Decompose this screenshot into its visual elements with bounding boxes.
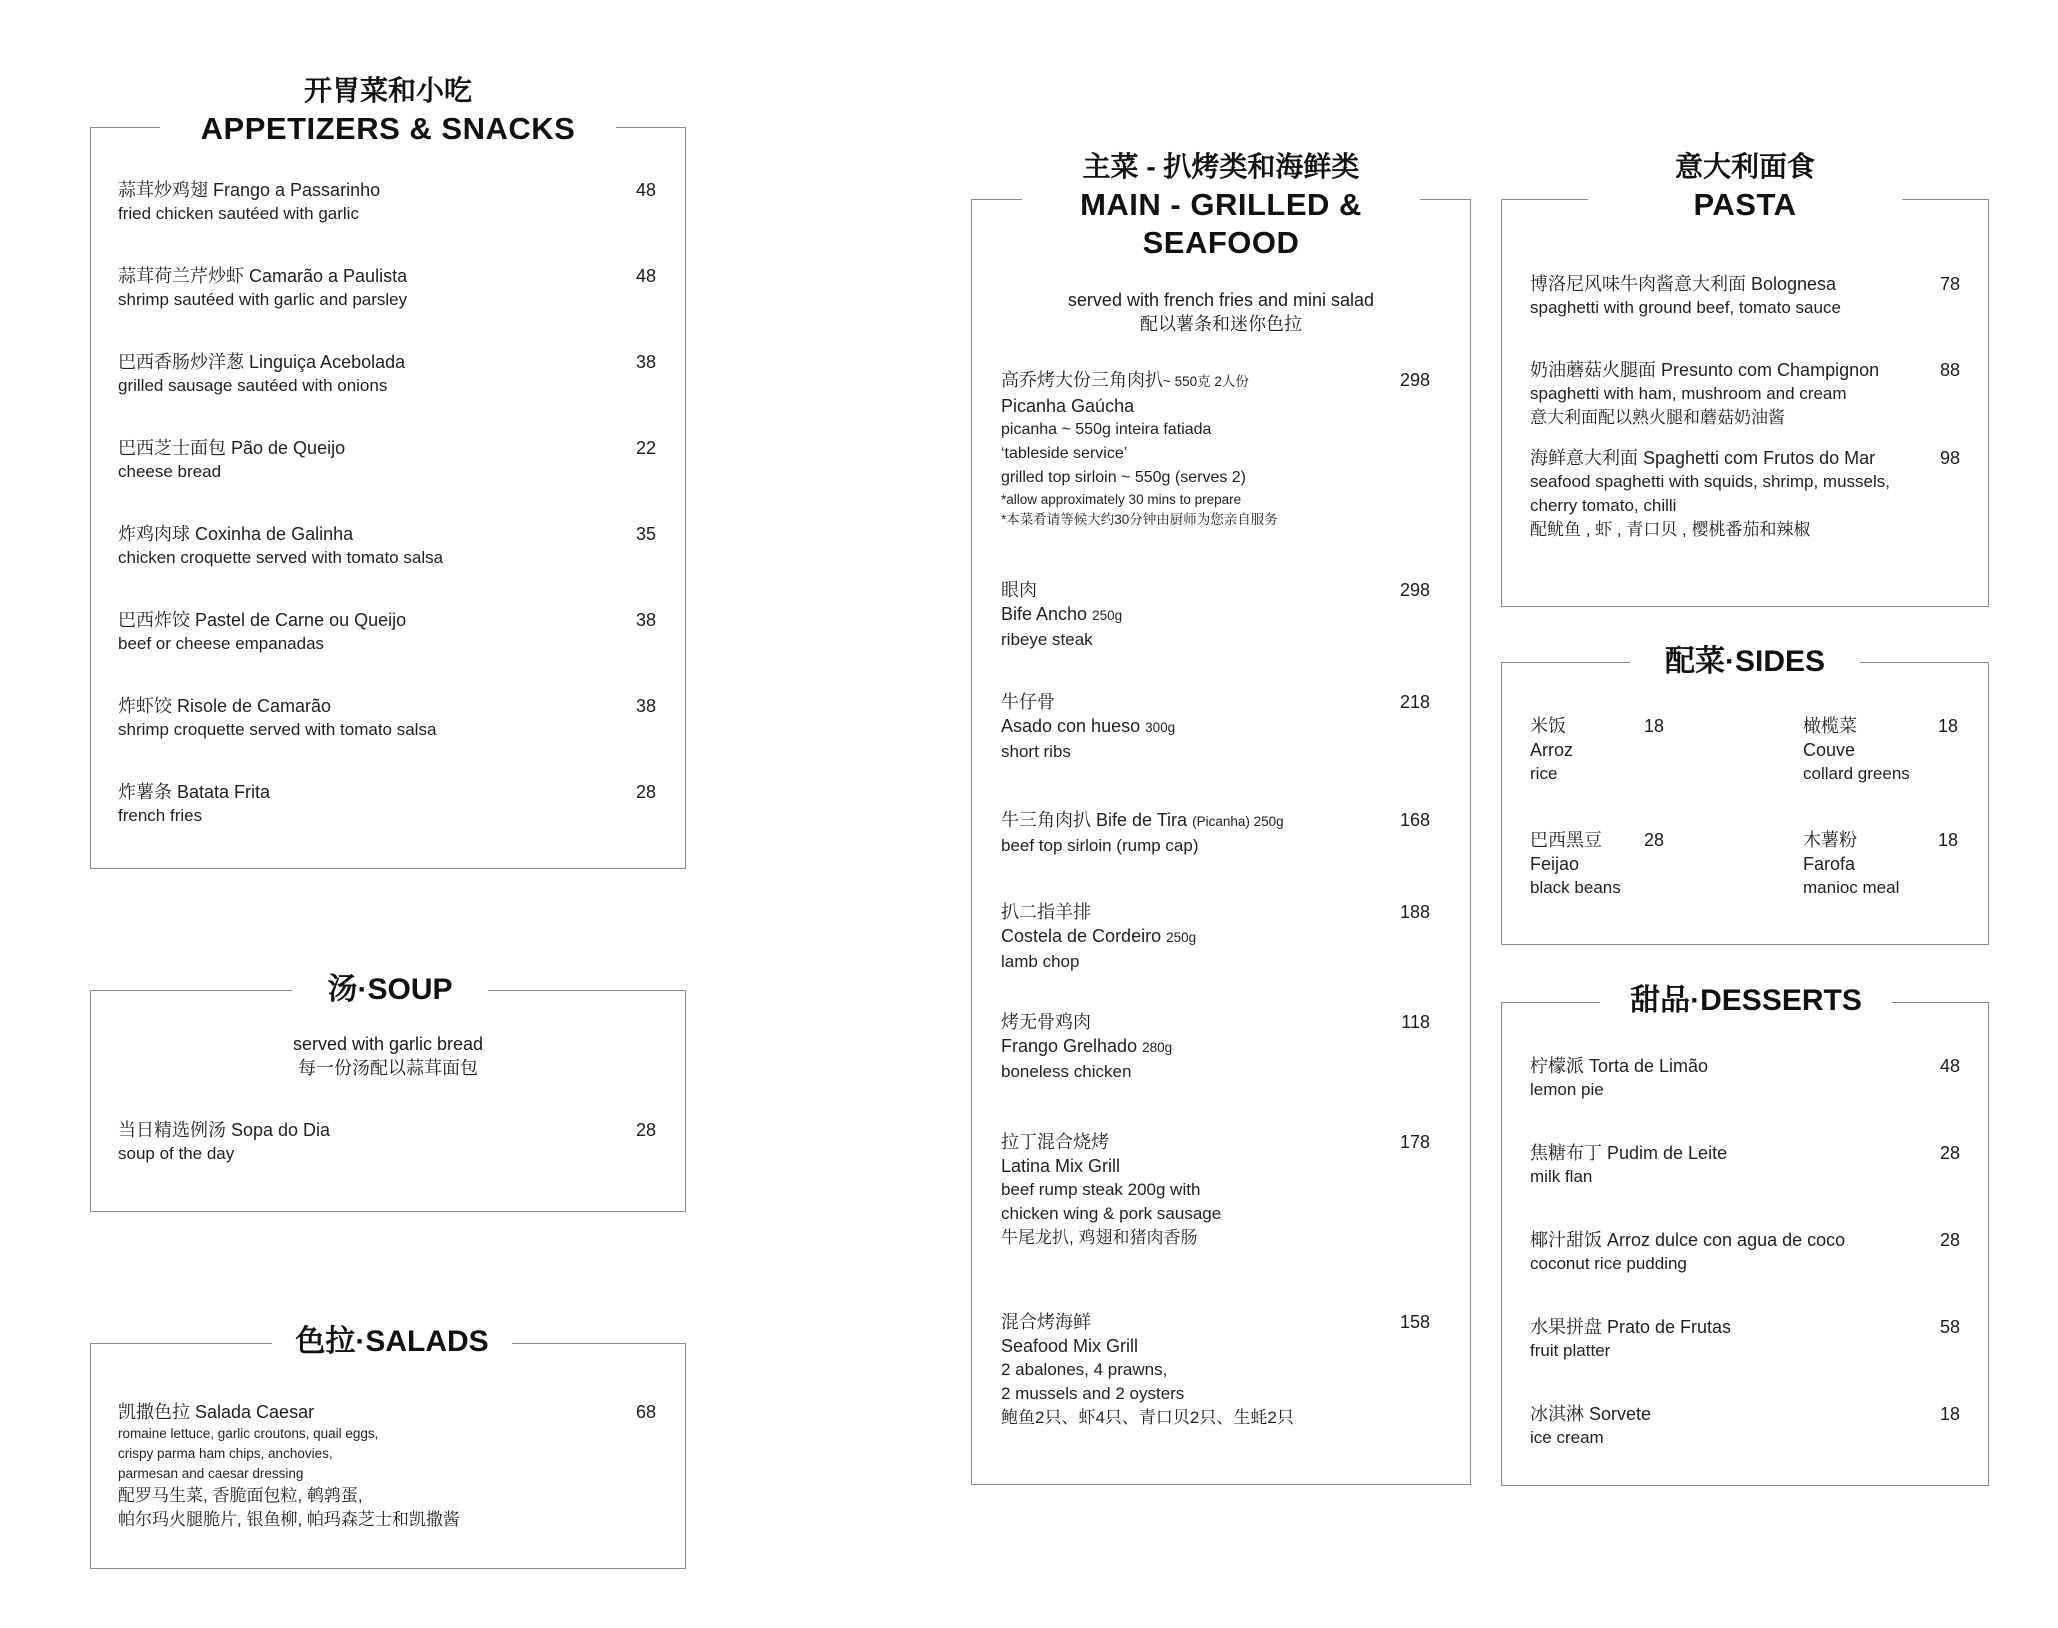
- item-name: 椰汁甜饭 Arroz dulce con agua de coco: [1530, 1230, 1846, 1250]
- item-name-zh: 牛三角肉扒: [1001, 810, 1091, 830]
- item-desc: grilled top sirloin ~ 550g (serves 2): [1001, 469, 1247, 486]
- pasta-title-en: PASTA: [1693, 187, 1797, 222]
- appetizer-item: [118, 264, 407, 312]
- item-name-zh: 巴西黑豆: [1530, 830, 1602, 850]
- item-price: 18: [1643, 716, 1664, 736]
- item-name: 当日精选例汤 Sopa do Dia: [118, 1120, 331, 1140]
- item-name: 蒜茸荷兰芹炒虾 Camarão a Paulista: [118, 266, 408, 286]
- item-price: 98: [1939, 448, 1960, 468]
- item-desc: beef rump steak 200g with: [1001, 1180, 1201, 1199]
- item-name: 巴西炸饺 Pastel de Carne ou Queijo: [118, 610, 407, 630]
- soup-heading: 汤·SOUP: [292, 970, 488, 1010]
- item-price: 38: [635, 352, 656, 372]
- item-desc-zh: 帕尔玛火腿脆片, 银鱼柳, 帕玛森芝士和凯撒酱: [118, 1510, 460, 1529]
- item-price: 28: [1939, 1143, 1960, 1163]
- item-name: Seafood Mix Grill: [1001, 1336, 1139, 1356]
- item-price: 188: [1399, 902, 1430, 922]
- main-title-zh: 主菜 - 扒烤类和海鲜类: [1082, 151, 1360, 182]
- appetizers-title-zh: 开胃菜和小吃: [303, 75, 472, 106]
- item-name: 柠檬派 Torta de Limão: [1530, 1056, 1709, 1076]
- item-price: 158: [1399, 1312, 1430, 1332]
- item-name-zh: 烤无骨鸡肉: [1001, 1012, 1091, 1032]
- appetizers-heading: [160, 72, 616, 148]
- item-weight: ~ 550克 2人份: [1163, 374, 1249, 389]
- item-desc-zh: 配鱿鱼 , 虾 , 青口贝 , 樱桃番茄和辣椒: [1530, 520, 1811, 539]
- appetizer-item: [118, 694, 436, 742]
- item-price: 18: [1937, 830, 1958, 850]
- item-name: Costela de Cordeiro: [1001, 926, 1162, 946]
- pasta-item: [1530, 358, 1879, 430]
- item-price: 38: [635, 696, 656, 716]
- item-desc: grilled sausage sautéed with onions: [118, 376, 388, 395]
- item-desc: short ribs: [1001, 742, 1071, 761]
- item-desc: parmesan and caesar dressing: [118, 1466, 304, 1481]
- appetizer-item: [118, 436, 345, 484]
- item-note: *本菜肴请等候大约30分钟由厨师为您亲自服务: [1001, 512, 1278, 527]
- served-en: served with garlic bread: [292, 1034, 484, 1054]
- item-name: 博洛尼风味牛肉酱意大利面 Bolognesa: [1530, 274, 1837, 294]
- item-price: 88: [1939, 360, 1960, 380]
- main-title-en: SEAFOOD: [1142, 225, 1300, 260]
- item-name: 炸虾饺 Risole de Camarão: [118, 696, 332, 716]
- item-name: 巴西芝士面包 Pão de Queijo: [118, 438, 346, 458]
- main-item-asado: [1001, 690, 1175, 764]
- item-price: 28: [1939, 1230, 1960, 1250]
- soup-section: [90, 990, 686, 1212]
- item-desc: soup of the day: [118, 1144, 235, 1163]
- item-name: Picanha Gaúcha: [1001, 396, 1135, 416]
- pasta-title-zh: 意大利面食: [1674, 151, 1815, 182]
- main-item-seafood: [1001, 1310, 1294, 1430]
- item-desc: 2 mussels and 2 oysters: [1001, 1384, 1185, 1403]
- item-name-zh: 眼肉: [1001, 580, 1037, 600]
- salads-heading: 色拉·SALADS: [272, 1322, 512, 1362]
- dessert-item: [1530, 1141, 1727, 1189]
- item-name: Feijao: [1530, 854, 1580, 874]
- item-desc-zh: 鲍鱼2只、虾4只、青口贝2只、生蚝2只: [1001, 1408, 1294, 1427]
- item-desc: coconut rice pudding: [1530, 1254, 1687, 1273]
- item-name: Latina Mix Grill: [1001, 1156, 1121, 1176]
- item-weight: (Picanha) 250g: [1192, 814, 1284, 829]
- item-name-zh: 高乔烤大份三角肉扒: [1001, 370, 1163, 390]
- item-name: 海鲜意大利面 Spaghetti com Frutos do Mar: [1530, 448, 1876, 468]
- desserts-heading: 甜品·DESSERTS: [1600, 981, 1892, 1021]
- dessert-item: [1530, 1054, 1708, 1102]
- item-desc: french fries: [118, 806, 203, 825]
- item-desc: romaine lettuce, garlic croutons, quail eggs,: [118, 1426, 379, 1441]
- main-item-tira: [1001, 808, 1284, 858]
- item-price: 28: [635, 782, 656, 802]
- item-name: 奶油蘑菇火腿面 Presunto com Champignon: [1530, 360, 1880, 380]
- item-desc: chicken wing & pork sausage: [1001, 1204, 1222, 1223]
- item-price: 48: [635, 180, 656, 200]
- item-name-zh: 拉丁混合烧烤: [1001, 1132, 1109, 1152]
- item-desc: cherry tomato, chilli: [1530, 496, 1677, 515]
- item-desc: spaghetti with ground beef, tomato sauce: [1530, 298, 1841, 317]
- item-weight: 280g: [1142, 1040, 1173, 1055]
- served-en: served with french fries and mini salad: [1067, 290, 1375, 310]
- item-name-zh: 橄榄菜: [1803, 716, 1857, 736]
- item-name: Asado con hueso: [1001, 716, 1141, 736]
- item-desc: shrimp sautéed with garlic and parsley: [118, 290, 408, 309]
- item-desc: chicken croquette served with tomato salsa: [118, 548, 444, 567]
- appetizer-item: [118, 780, 270, 828]
- item-desc: fruit platter: [1530, 1341, 1611, 1360]
- item-desc: 2 abalones, 4 prawns,: [1001, 1360, 1168, 1379]
- item-desc: ribeye steak: [1001, 630, 1093, 649]
- item-desc: manioc meal: [1803, 878, 1900, 897]
- item-price: 168: [1399, 810, 1430, 830]
- item-name: Couve: [1803, 740, 1856, 760]
- item-price: 48: [635, 266, 656, 286]
- item-desc: rice: [1530, 764, 1558, 783]
- item-desc: fried chicken sautéed with garlic: [118, 204, 359, 223]
- item-name-zh: 牛仔骨: [1001, 692, 1055, 712]
- appetizer-item: [118, 178, 380, 226]
- item-desc-zh: 牛尾龙扒, 鸡翅和猪肉香肠: [1001, 1228, 1198, 1247]
- item-price: 48: [1939, 1056, 1960, 1076]
- item-desc: cheese bread: [118, 462, 222, 481]
- appetizers-title-en: APPETIZERS & SNACKS: [200, 111, 576, 146]
- item-weight: 250g: [1092, 608, 1123, 623]
- item-price: 28: [635, 1120, 656, 1140]
- item-name: 巴西香肠炒洋葱 Linguiça Acebolada: [118, 352, 406, 372]
- item-price: 28: [1643, 830, 1664, 850]
- appetizer-item: [118, 522, 443, 570]
- main-served-note: [1020, 288, 1422, 336]
- item-name-zh: 米饭: [1530, 716, 1566, 736]
- pasta-item: [1530, 272, 1841, 320]
- soup-served-note: [190, 1032, 586, 1080]
- item-name: Arroz: [1530, 740, 1574, 760]
- appetizers-section: [90, 127, 686, 869]
- served-zh: 每一份汤配以蒜茸面包: [298, 1058, 478, 1078]
- item-name: Bife de Tira: [1096, 810, 1188, 830]
- item-desc: spaghetti with ham, mushroom and cream: [1530, 384, 1847, 403]
- item-name: 冰淇淋 Sorvete: [1530, 1404, 1652, 1424]
- item-desc: collard greens: [1803, 764, 1910, 783]
- item-price: 38: [635, 610, 656, 630]
- side-item: [1803, 714, 1910, 786]
- main-heading: [1022, 148, 1420, 262]
- item-weight: 250g: [1166, 930, 1197, 945]
- item-desc: shrimp croquette served with tomato salsa: [118, 720, 437, 739]
- item-desc: lamb chop: [1001, 952, 1080, 971]
- item-price: 18: [1937, 716, 1958, 736]
- item-name: 凯撒色拉 Salada Caesar: [118, 1402, 315, 1422]
- item-desc: ‘tableside service’: [1001, 445, 1128, 462]
- appetizer-item: [118, 350, 405, 398]
- main-title-en: MAIN - GRILLED &: [1080, 187, 1362, 222]
- dessert-item: [1530, 1402, 1651, 1450]
- item-desc: boneless chicken: [1001, 1062, 1132, 1081]
- sides-section: [1501, 662, 1989, 945]
- item-price: 22: [635, 438, 656, 458]
- item-desc: crispy parma ham chips, anchovies,: [118, 1446, 333, 1461]
- item-price: 68: [635, 1402, 656, 1422]
- item-note: *allow approximately 30 mins to prepare: [1001, 492, 1242, 507]
- item-desc: beef top sirloin (rump cap): [1001, 836, 1199, 855]
- item-desc: black beans: [1530, 878, 1621, 897]
- item-desc: milk flan: [1530, 1167, 1593, 1186]
- item-name-zh: 扒二指羊排: [1001, 902, 1091, 922]
- main-item-picanha: [1001, 368, 1278, 530]
- sides-heading: 配菜·SIDES: [1630, 642, 1860, 682]
- item-price: 18: [1939, 1404, 1960, 1424]
- item-price: 218: [1399, 692, 1430, 712]
- item-name: 水果拼盘 Prato de Frutas: [1530, 1317, 1732, 1337]
- item-name: 炸鸡肉球 Coxinha de Galinha: [118, 524, 354, 544]
- item-desc: lemon pie: [1530, 1080, 1604, 1099]
- item-desc-zh: 意大利面配以熟火腿和蘑菇奶油酱: [1530, 408, 1785, 427]
- side-item: [1530, 714, 1573, 786]
- item-name: 焦糖布丁 Pudim de Leite: [1530, 1143, 1728, 1163]
- main-item-cordeiro: [1001, 900, 1196, 974]
- item-name: Bife Ancho: [1001, 604, 1088, 624]
- item-weight: 300g: [1145, 720, 1176, 735]
- item-desc: picanha ~ 550g inteira fatiada: [1001, 421, 1212, 438]
- served-zh: 配以薯条和迷你色拉: [1140, 314, 1302, 334]
- item-price: 178: [1399, 1132, 1430, 1152]
- item-desc: beef or cheese empanadas: [118, 634, 325, 653]
- item-name: 蒜茸炒鸡翅 Frango a Passarinho: [118, 180, 381, 200]
- item-name: 炸薯条 Batata Frita: [118, 782, 271, 802]
- item-price: 58: [1939, 1317, 1960, 1337]
- item-desc: ice cream: [1530, 1428, 1604, 1447]
- item-price: 118: [1401, 1012, 1430, 1032]
- item-name-zh: 木薯粉: [1803, 830, 1857, 850]
- soup-item: [118, 1118, 330, 1166]
- main-item-ribeye: [1001, 578, 1122, 652]
- main-item-latina: [1001, 1130, 1221, 1250]
- item-name: Frango Grelhado: [1001, 1036, 1138, 1056]
- dessert-item: [1530, 1228, 1845, 1276]
- appetizer-item: [118, 608, 406, 656]
- item-desc-zh: 配罗马生菜, 香脆面包粒, 鹌鹑蛋,: [118, 1486, 363, 1505]
- item-price: 298: [1399, 580, 1430, 600]
- pasta-item: [1530, 446, 1890, 542]
- item-price: 78: [1939, 274, 1960, 294]
- item-price: 298: [1399, 370, 1430, 390]
- item-name: Farofa: [1803, 854, 1856, 874]
- item-price: 35: [635, 524, 656, 544]
- side-item: [1803, 828, 1899, 900]
- salad-item: [118, 1400, 460, 1532]
- pasta-heading: [1588, 148, 1902, 224]
- item-name-zh: 混合烤海鲜: [1001, 1312, 1091, 1332]
- item-desc: seafood spaghetti with squids, shrimp, mussels,: [1530, 472, 1891, 491]
- dessert-item: [1530, 1315, 1731, 1363]
- main-item-frango: [1001, 1010, 1172, 1084]
